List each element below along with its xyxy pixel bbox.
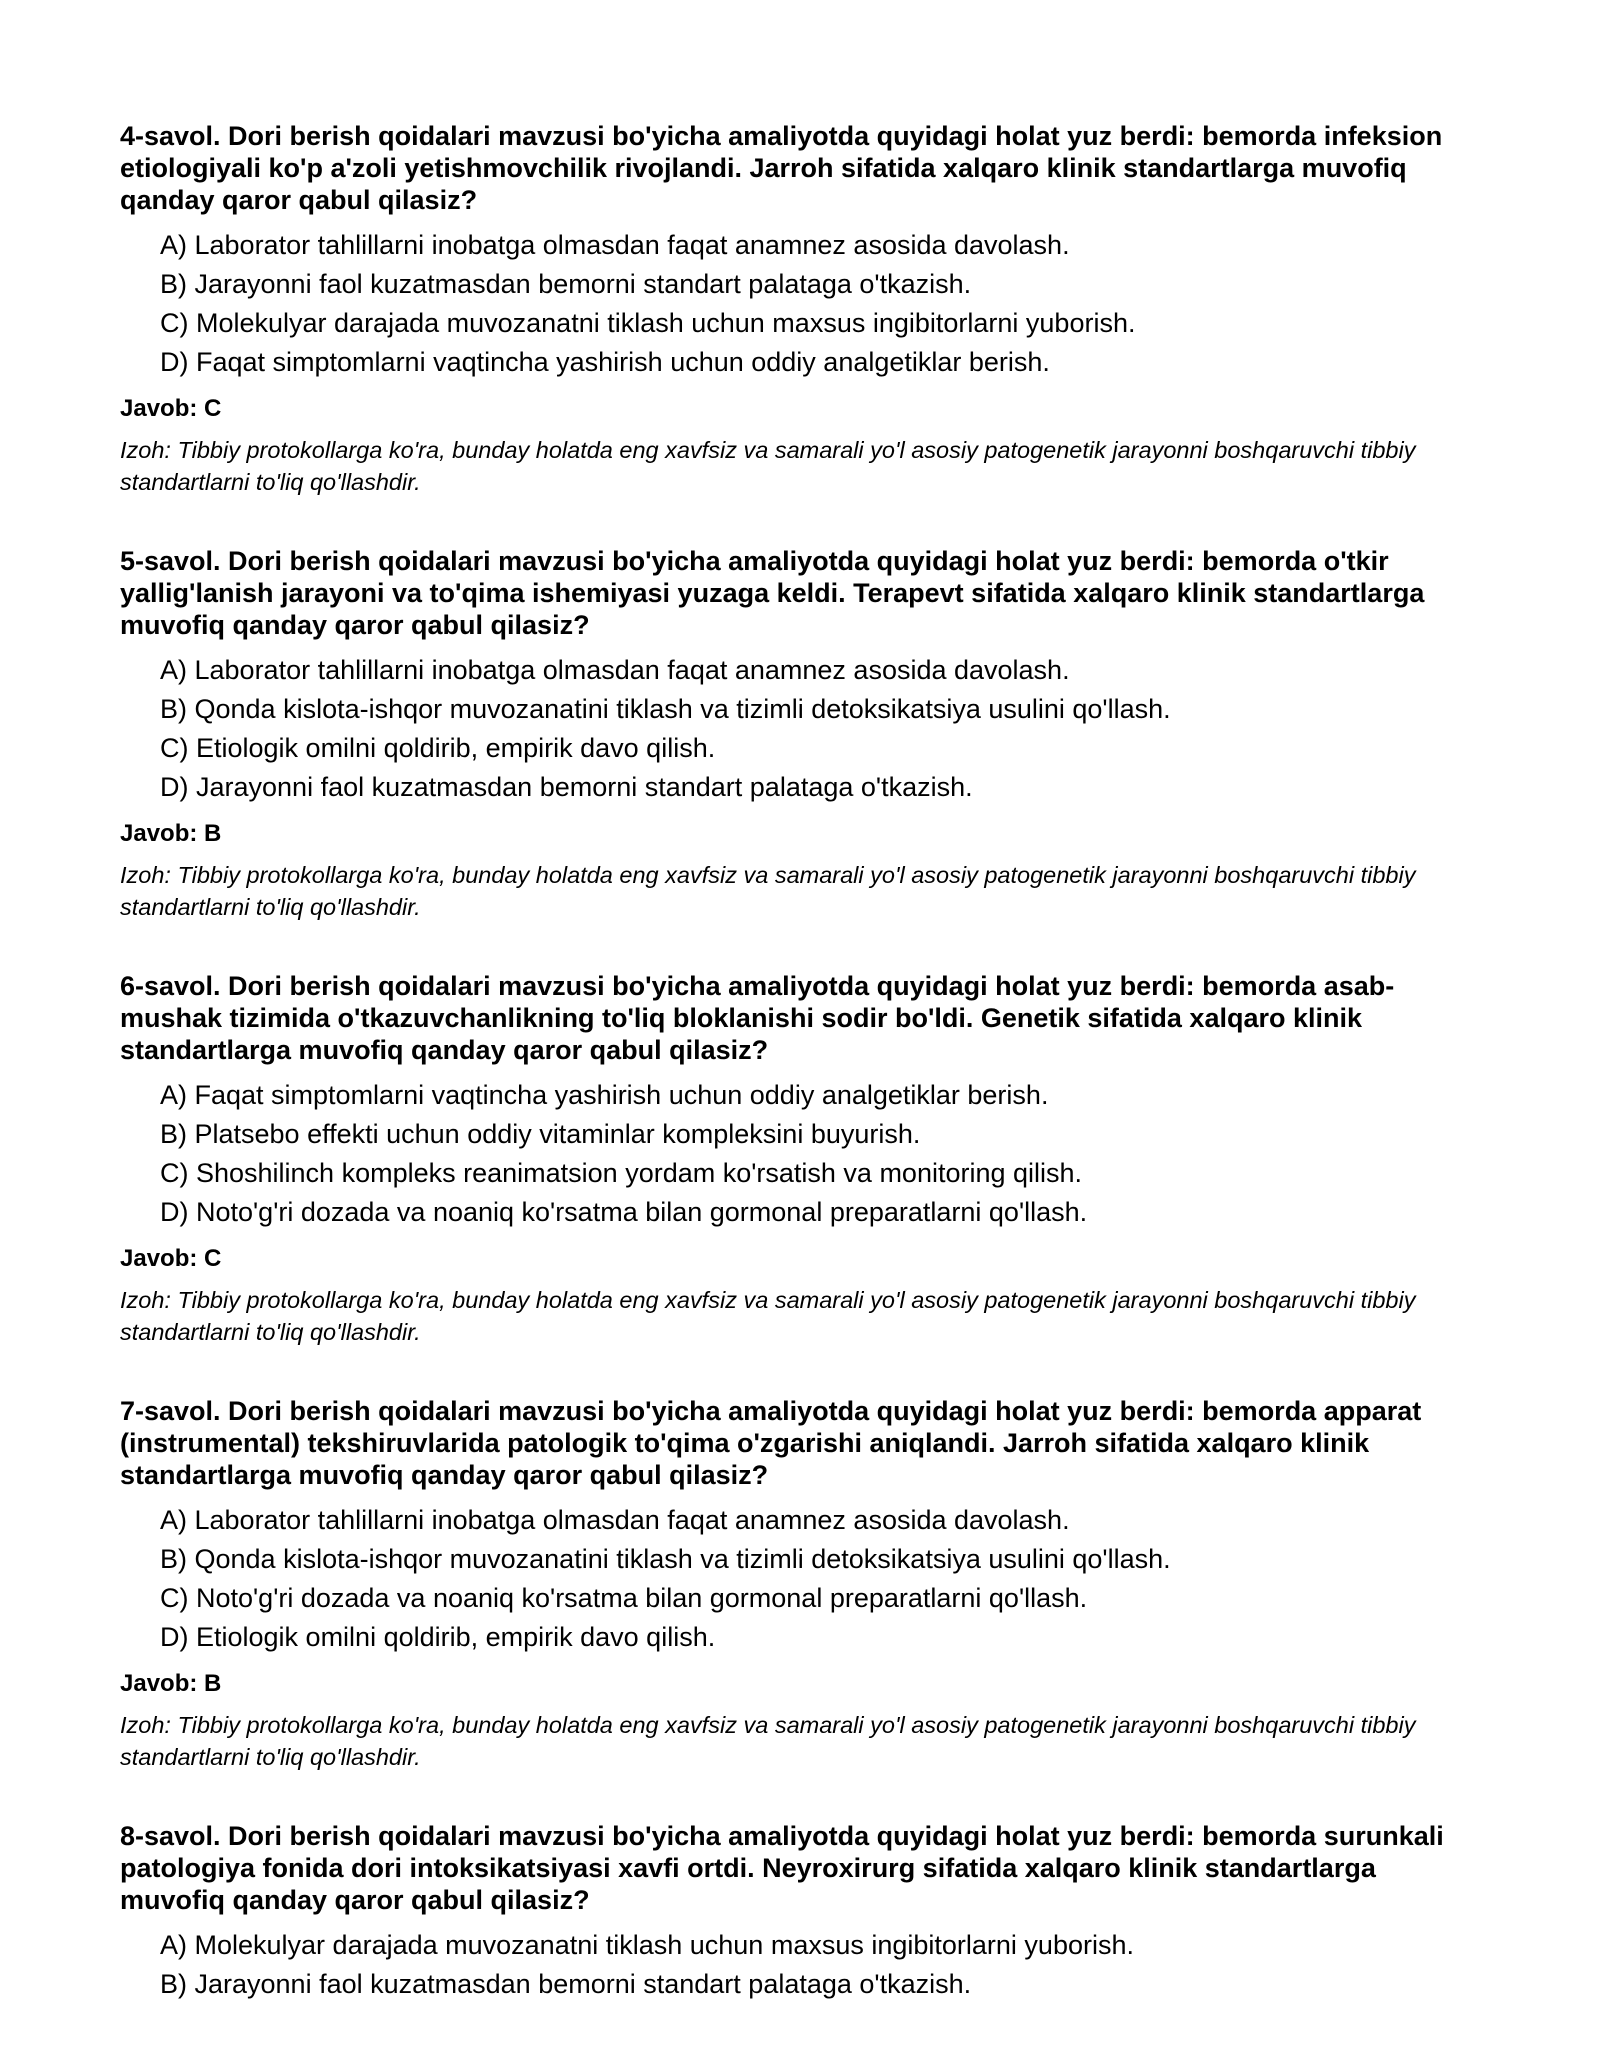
question-7 (120, 1395, 1480, 1773)
explanation-note: Izoh: Tibbiy protokollarga ko'ra, bunday holatda eng xavfsiz va samarali yo'l asosiy patogenetik jarayonni boshqaruvchi tibbiy standartlarni to'liq qo'llashdir. (120, 1712, 1416, 1770)
option-b: B) Platsebo effekti uchun oddiy vitaminlar kompleksini buyurish. (160, 1119, 921, 1149)
option-a: A) Molekulyar darajada muvozanatni tiklash uchun maxsus ingibitorlarni yuborish. (160, 1930, 1134, 1960)
answer-options (120, 1076, 1480, 1232)
question-title: 6-savol. Dori berish qoidalari mavzusi bo'yicha amaliyotda quyidagi holat yuz berdi: bemorda asab-mushak tizimida o'tkazuvchanlikning to'liq bloklanishi sodir bo'ldi. Genetik sifatida xalqaro klinik standartlarga muvofiq qanday qaror qabul qilasiz? (120, 971, 1395, 1065)
question-5 (120, 545, 1480, 923)
answer-key: Javob: B (120, 820, 222, 847)
option-a: A) Laborator tahlillarni inobatga olmasdan faqat anamnez asosida davolash. (160, 1505, 1070, 1535)
answer-key: Javob: B (120, 1670, 222, 1697)
answer-key: Javob: C (120, 1245, 222, 1272)
option-b: B) Jarayonni faol kuzatmasdan bemorni standart palataga o'tkazish. (160, 1969, 972, 1999)
answer-options (120, 651, 1480, 807)
option-d: D) Jarayonni faol kuzatmasdan bemorni standart palataga o'tkazish. (160, 772, 973, 802)
explanation-note: Izoh: Tibbiy protokollarga ko'ra, bunday holatda eng xavfsiz va samarali yo'l asosiy patogenetik jarayonni boshqaruvchi tibbiy standartlarni to'liq qo'llashdir. (120, 862, 1416, 920)
answer-options (120, 1926, 1480, 2004)
option-c: C) Noto'g'ri dozada va noaniq ko'rsatma bilan gormonal preparatlarni qo'llash. (160, 1583, 1088, 1613)
option-c: C) Shoshilinch kompleks reanimatsion yordam ko'rsatish va monitoring qilish. (160, 1158, 1083, 1188)
question-title: 4-savol. Dori berish qoidalari mavzusi bo'yicha amaliyotda quyidagi holat yuz berdi: bemorda infeksion etiologiyali ko'p a'zoli yetishmovchilik rivojlandi. Jarroh sifatida xalqaro klinik standartlarga muvofiq qanday qaror qabul qilasiz? (120, 121, 1443, 215)
option-d: D) Etiologik omilni qoldirib, empirik davo qilish. (160, 1622, 716, 1652)
option-c: C) Molekulyar darajada muvozanatni tiklash uchun maxsus ingibitorlarni yuborish. (160, 308, 1136, 338)
question-title: 7-savol. Dori berish qoidalari mavzusi bo'yicha amaliyotda quyidagi holat yuz berdi: bemorda apparat (instrumental) tekshiruvlarida patologik to'qima o'zgarishi aniqlandi. Jarroh sifatida xalqaro klinik standartlarga muvofiq qanday qaror qabul qilasiz? (120, 1396, 1422, 1490)
option-b: B) Qonda kislota-ishqor muvozanatini tiklash va tizimli detoksikatsiya usulini qo'llash. (160, 1544, 1171, 1574)
option-c: C) Etiologik omilni qoldirib, empirik davo qilish. (160, 733, 716, 763)
question-8 (120, 1820, 1480, 2004)
option-b: B) Jarayonni faol kuzatmasdan bemorni standart palataga o'tkazish. (160, 269, 972, 299)
question-title: 5-savol. Dori berish qoidalari mavzusi bo'yicha amaliyotda quyidagi holat yuz berdi: bemorda o'tkir yallig'lanish jarayoni va to'qima ishemiyasi yuzaga keldi. Terapevt sifatida xalqaro klinik standartlarga muvofiq qanday qaror qabul qilasiz? (120, 546, 1425, 640)
question-6 (120, 970, 1480, 1348)
option-d: D) Noto'g'ri dozada va noaniq ko'rsatma bilan gormonal preparatlarni qo'llash. (160, 1197, 1088, 1227)
option-a: A) Laborator tahlillarni inobatga olmasdan faqat anamnez asosida davolash. (160, 655, 1070, 685)
option-a: A) Faqat simptomlarni vaqtincha yashirish uchun oddiy analgetiklar berish. (160, 1080, 1049, 1110)
answer-key: Javob: C (120, 395, 222, 422)
question-title: 8-savol. Dori berish qoidalari mavzusi bo'yicha amaliyotda quyidagi holat yuz berdi: bemorda surunkali patologiya fonida dori intoksikatsiyasi xavfi ortdi. Neyroxirurg sifatida xalqaro klinik standartlarga muvofiq qanday qaror qabul qilasiz? (120, 1821, 1444, 1915)
question-4 (120, 120, 1480, 498)
option-d: D) Faqat simptomlarni vaqtincha yashirish uchun oddiy analgetiklar berish. (160, 347, 1050, 377)
option-b: B) Qonda kislota-ishqor muvozanatini tiklash va tizimli detoksikatsiya usulini qo'llash. (160, 694, 1171, 724)
explanation-note: Izoh: Tibbiy protokollarga ko'ra, bunday holatda eng xavfsiz va samarali yo'l asosiy patogenetik jarayonni boshqaruvchi tibbiy standartlarni to'liq qo'llashdir. (120, 437, 1416, 495)
explanation-note: Izoh: Tibbiy protokollarga ko'ra, bunday holatda eng xavfsiz va samarali yo'l asosiy patogenetik jarayonni boshqaruvchi tibbiy standartlarni to'liq qo'llashdir. (120, 1287, 1416, 1345)
answer-options (120, 1501, 1480, 1657)
option-a: A) Laborator tahlillarni inobatga olmasdan faqat anamnez asosida davolash. (160, 230, 1070, 260)
answer-options (120, 226, 1480, 382)
